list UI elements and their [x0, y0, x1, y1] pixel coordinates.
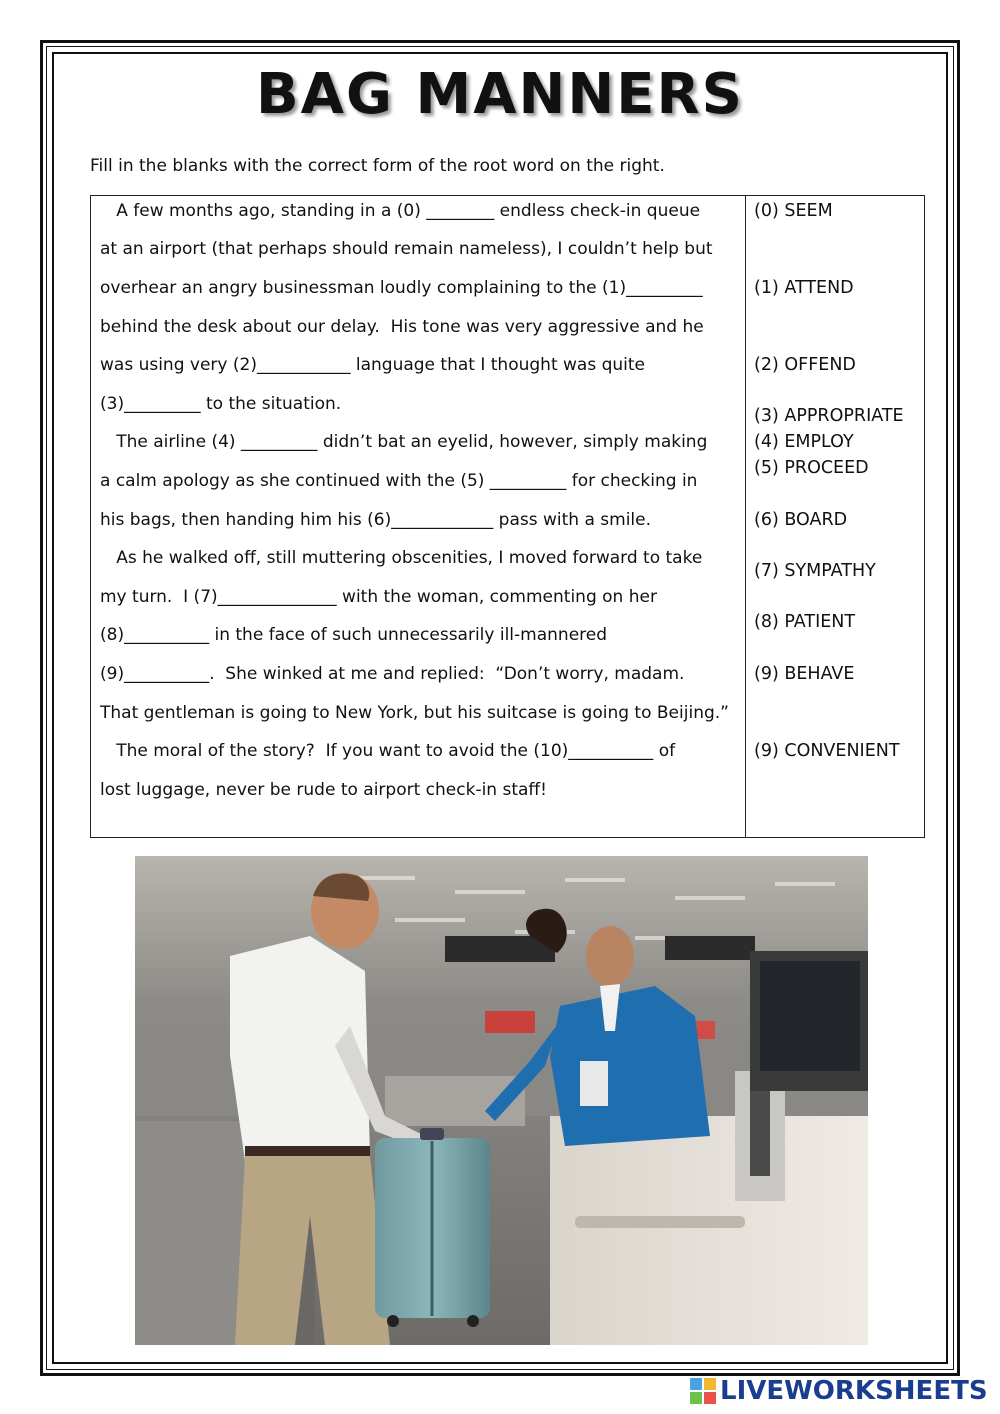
passage-line: The moral of the story? If you want to avoid the (10)__________ of	[100, 741, 676, 761]
brand-wordmark: LIVEWORKSHEETS	[720, 1376, 988, 1406]
root-word: (3) APPROPRIATE	[754, 406, 904, 426]
airport-checkin-photo	[135, 856, 868, 1345]
root-word: (2) OFFEND	[754, 355, 856, 375]
exercise-table	[90, 195, 925, 838]
instructions: Fill in the blanks with the correct form of the root word on the right.	[90, 156, 665, 176]
liveworksheets-logo-icon	[690, 1378, 716, 1404]
passage-line: a calm apology as she continued with the (5) _________ for checking in	[100, 471, 698, 491]
passage-line: (9)__________. She winked at me and replied: “Don’t worry, madam.	[100, 664, 685, 684]
passage-line: The airline (4) _________ didn’t bat an eyelid, however, simply making	[100, 432, 708, 452]
passage-line: my turn. I (7)______________ with the woman, commenting on her	[100, 587, 657, 607]
passage-line: (8)__________ in the face of such unnecessarily ill-mannered	[100, 625, 608, 645]
column-divider	[745, 196, 746, 837]
liveworksheets-brand	[690, 1374, 988, 1408]
root-word: (5) PROCEED	[754, 458, 869, 478]
passage-line: (3)_________ to the situation.	[100, 394, 342, 414]
passage-line: his bags, then handing him his (6)____________ pass with a smile.	[100, 510, 651, 530]
root-word: (7) SYMPATHY	[754, 561, 876, 581]
passage-line: overhear an angry businessman loudly complaining to the (1)_________	[100, 278, 703, 298]
root-word: (1) ATTEND	[754, 278, 854, 298]
root-word: (9) CONVENIENT	[754, 741, 900, 761]
passage-line: was using very (2)___________ language that I thought was quite	[100, 355, 646, 375]
passage-line: That gentleman is going to New York, but his suitcase is going to Beijing.”	[100, 703, 729, 723]
root-word: (9) BEHAVE	[754, 664, 855, 684]
passage-line: lost luggage, never be rude to airport check-in staff!	[100, 780, 547, 800]
root-word: (4) EMPLOY	[754, 432, 854, 452]
root-word: (6) BOARD	[754, 510, 848, 530]
passage-line: behind the desk about our delay. His tone was very aggressive and he	[100, 317, 704, 337]
passage-line: at an airport (that perhaps should remain nameless), I couldn’t help but	[100, 239, 713, 259]
root-word: (8) PATIENT	[754, 612, 856, 632]
passage-line: As he walked off, still muttering obscenities, I moved forward to take	[100, 548, 703, 568]
passage-line: A few months ago, standing in a (0) ________ endless check-in queue	[100, 201, 701, 221]
root-word: (0) SEEM	[754, 201, 833, 221]
worksheet-title: BAG MANNERS	[256, 62, 744, 127]
